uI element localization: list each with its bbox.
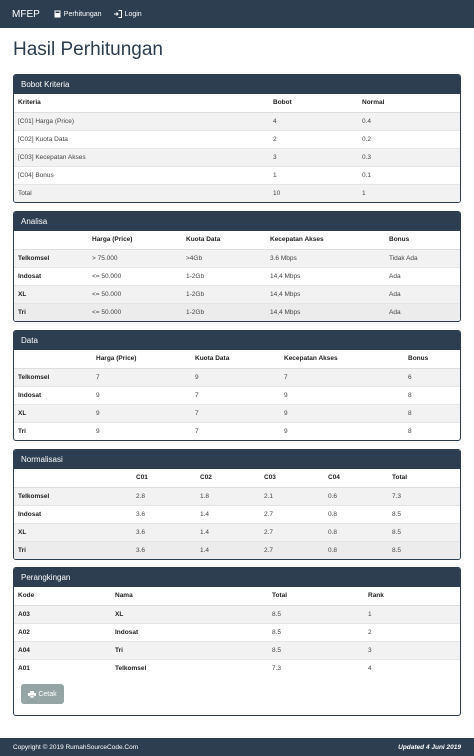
row-header: Tri xyxy=(14,422,92,440)
footer-copyright: Copyright © 2019 RumahSourceCode.Com xyxy=(13,743,139,751)
row-header: A04 xyxy=(14,641,111,659)
table-cell: XL xyxy=(111,605,268,623)
table-cell: 1 xyxy=(269,166,358,184)
column-header: Kuota Data xyxy=(182,231,266,249)
table-row xyxy=(14,130,460,148)
column-header xyxy=(14,469,132,487)
table-cell: 9 xyxy=(280,404,404,422)
row-header: Indosat xyxy=(14,386,92,404)
table-cell: 9 xyxy=(280,386,404,404)
panel-heading: Data xyxy=(14,331,460,350)
panel-data xyxy=(13,330,461,441)
normalisasi-table xyxy=(14,469,460,559)
table-cell: 3.6 xyxy=(132,523,196,541)
table-cell: 0.8 xyxy=(324,505,388,523)
column-header xyxy=(14,231,88,249)
table-cell: 3.6 xyxy=(132,541,196,559)
table-row xyxy=(14,285,460,303)
table-cell: Total xyxy=(14,184,269,202)
row-header: A02 xyxy=(14,623,111,641)
column-header: Bonus xyxy=(385,231,460,249)
table-cell: 10 xyxy=(269,184,358,202)
row-header: Indosat xyxy=(14,267,88,285)
table-cell: 2 xyxy=(269,130,358,148)
table-cell: 8.5 xyxy=(268,605,364,623)
table-cell: [C04] Bonus xyxy=(14,166,269,184)
column-header: Kecepatan Akses xyxy=(280,350,404,368)
table-cell: 0.3 xyxy=(358,148,460,166)
panel-analisa xyxy=(13,211,461,322)
row-header: Telkomsel xyxy=(14,249,88,267)
table-cell: 8.5 xyxy=(388,541,460,559)
bobot-table xyxy=(14,94,460,202)
analisa-table xyxy=(14,231,460,321)
table-cell: 0.4 xyxy=(358,112,460,130)
table-cell: 9 xyxy=(280,422,404,440)
row-header: Tri xyxy=(14,303,88,321)
table-row xyxy=(14,386,460,404)
row-header: A03 xyxy=(14,605,111,623)
table-cell: 2.7 xyxy=(260,541,324,559)
calculator-icon xyxy=(54,10,61,18)
column-header: Normal xyxy=(358,94,460,112)
row-header: A01 xyxy=(14,659,111,677)
table-cell: 1.4 xyxy=(196,541,260,559)
page-title: Hasil Perhitungan xyxy=(13,39,163,60)
table-cell: 4 xyxy=(269,112,358,130)
top-navbar xyxy=(0,0,474,28)
table-cell: Ada xyxy=(385,303,460,321)
table-cell: >4Gb xyxy=(182,249,266,267)
login-icon xyxy=(114,10,122,18)
table-cell: [C01] Harga (Price) xyxy=(14,112,269,130)
table-cell: <= 50.000 xyxy=(88,267,182,285)
print-icon xyxy=(28,691,36,698)
table-row xyxy=(14,249,460,267)
column-header: Rank xyxy=(364,587,460,605)
column-header: Harga (Price) xyxy=(88,231,182,249)
table-cell: 7 xyxy=(92,368,191,386)
table-cell: 9 xyxy=(92,386,191,404)
table-cell: 0.8 xyxy=(324,541,388,559)
table-cell: 9 xyxy=(92,422,191,440)
row-header: XL xyxy=(14,523,132,541)
table-cell: 9 xyxy=(191,368,280,386)
table-row xyxy=(14,112,460,130)
column-header: Kriteria xyxy=(14,94,269,112)
data-table xyxy=(14,350,460,440)
table-cell: 14,4 Mbps xyxy=(266,267,385,285)
column-header: Harga (Price) xyxy=(92,350,191,368)
panel-perangkingan xyxy=(13,567,461,716)
table-row xyxy=(14,605,460,623)
table-row xyxy=(14,641,460,659)
table-cell: Ada xyxy=(385,267,460,285)
panel-heading: Normalisasi xyxy=(14,450,460,469)
table-cell: 3.6 xyxy=(132,505,196,523)
column-header: Kuota Data xyxy=(191,350,280,368)
panel-heading: Analisa xyxy=(14,212,460,231)
table-row xyxy=(14,267,460,285)
column-header: Kecepatan Akses xyxy=(266,231,385,249)
column-header: Total xyxy=(268,587,364,605)
table-row-total xyxy=(14,184,460,202)
table-cell: 7 xyxy=(191,404,280,422)
row-header: Telkomsel xyxy=(14,487,132,505)
column-header: Nama xyxy=(111,587,268,605)
table-cell: 0.2 xyxy=(358,130,460,148)
nav-item-label: Perhitungan xyxy=(63,10,102,18)
table-row xyxy=(14,659,460,677)
row-header: Telkomsel xyxy=(14,368,92,386)
table-row xyxy=(14,404,460,422)
row-header: XL xyxy=(14,285,88,303)
table-cell: 14,4 Mbps xyxy=(266,303,385,321)
table-cell: 1 xyxy=(358,184,460,202)
footer-updated: Updated 4 Juni 2019 xyxy=(398,743,461,751)
table-cell: 7.3 xyxy=(388,487,460,505)
table-cell: 1 xyxy=(364,605,460,623)
table-cell: Ada xyxy=(385,285,460,303)
row-header: XL xyxy=(14,404,92,422)
column-header xyxy=(14,350,92,368)
panel-heading: Perangkingan xyxy=(14,568,460,587)
table-cell: 8.5 xyxy=(388,523,460,541)
table-cell: 7.3 xyxy=(268,659,364,677)
perangkingan-table xyxy=(14,587,460,677)
table-cell: 2.7 xyxy=(260,523,324,541)
table-cell: 2.1 xyxy=(260,487,324,505)
column-header: Total xyxy=(388,469,460,487)
table-cell: 8.5 xyxy=(268,623,364,641)
table-cell: 8.5 xyxy=(388,505,460,523)
table-row xyxy=(14,148,460,166)
column-header: C04 xyxy=(324,469,388,487)
column-header: C02 xyxy=(196,469,260,487)
table-cell: 8 xyxy=(404,422,460,440)
table-cell: 1.4 xyxy=(196,523,260,541)
table-cell: > 75.000 xyxy=(88,249,182,267)
table-cell: 1-2Gb xyxy=(182,267,266,285)
table-row xyxy=(14,541,460,559)
table-cell: 3 xyxy=(364,641,460,659)
table-cell: 3.6 Mbps xyxy=(266,249,385,267)
table-cell: 2.8 xyxy=(132,487,196,505)
table-cell: 8.5 xyxy=(268,641,364,659)
row-header: Tri xyxy=(14,541,132,559)
column-header: C01 xyxy=(132,469,196,487)
table-cell: 0.1 xyxy=(358,166,460,184)
table-cell: 8 xyxy=(404,404,460,422)
table-cell: 7 xyxy=(280,368,404,386)
nav-item-login[interactable] xyxy=(114,10,142,18)
panel-heading: Bobot Kriteria xyxy=(14,75,460,94)
table-cell: 1-2Gb xyxy=(182,285,266,303)
table-row xyxy=(14,166,460,184)
table-cell: Indosat xyxy=(111,623,268,641)
table-cell: 6 xyxy=(404,368,460,386)
table-row xyxy=(14,368,460,386)
table-row xyxy=(14,487,460,505)
table-cell: 1.4 xyxy=(196,505,260,523)
brand-link[interactable]: MFEP xyxy=(12,8,40,20)
column-header: Kode xyxy=(14,587,111,605)
panel-normalisasi xyxy=(13,449,461,560)
print-button[interactable] xyxy=(21,684,64,704)
table-cell: 0.8 xyxy=(324,523,388,541)
table-row xyxy=(14,523,460,541)
table-cell: 14,4 Mbps xyxy=(266,285,385,303)
table-cell: Tidak Ada xyxy=(385,249,460,267)
table-cell: 1.8 xyxy=(196,487,260,505)
table-cell: 0.6 xyxy=(324,487,388,505)
table-cell: 2 xyxy=(364,623,460,641)
table-cell: [C02] Kuota Data xyxy=(14,130,269,148)
table-cell: Telkomsel xyxy=(111,659,268,677)
print-button-label: Cetak xyxy=(38,690,57,698)
panel-bobot-kriteria xyxy=(13,74,461,203)
table-cell: 3 xyxy=(269,148,358,166)
column-header: C03 xyxy=(260,469,324,487)
table-cell: 1-2Gb xyxy=(182,303,266,321)
table-cell: 8 xyxy=(404,386,460,404)
table-cell: 2.7 xyxy=(260,505,324,523)
table-cell: 7 xyxy=(191,386,280,404)
table-row xyxy=(14,623,460,641)
column-header: Bonus xyxy=(404,350,460,368)
table-cell: <= 50.000 xyxy=(88,285,182,303)
footer xyxy=(0,738,474,756)
row-header: Indosat xyxy=(14,505,132,523)
nav-item-perhitungan[interactable] xyxy=(54,10,102,18)
table-cell: Tri xyxy=(111,641,268,659)
table-cell: [C03] Kecepatan Akses xyxy=(14,148,269,166)
table-cell: 9 xyxy=(92,404,191,422)
table-row xyxy=(14,303,460,321)
table-cell: <= 50.000 xyxy=(88,303,182,321)
table-cell: 7 xyxy=(191,422,280,440)
table-row xyxy=(14,422,460,440)
nav-item-label: Login xyxy=(124,10,142,18)
column-header: Bobot xyxy=(269,94,358,112)
table-cell: 4 xyxy=(364,659,460,677)
table-row xyxy=(14,505,460,523)
